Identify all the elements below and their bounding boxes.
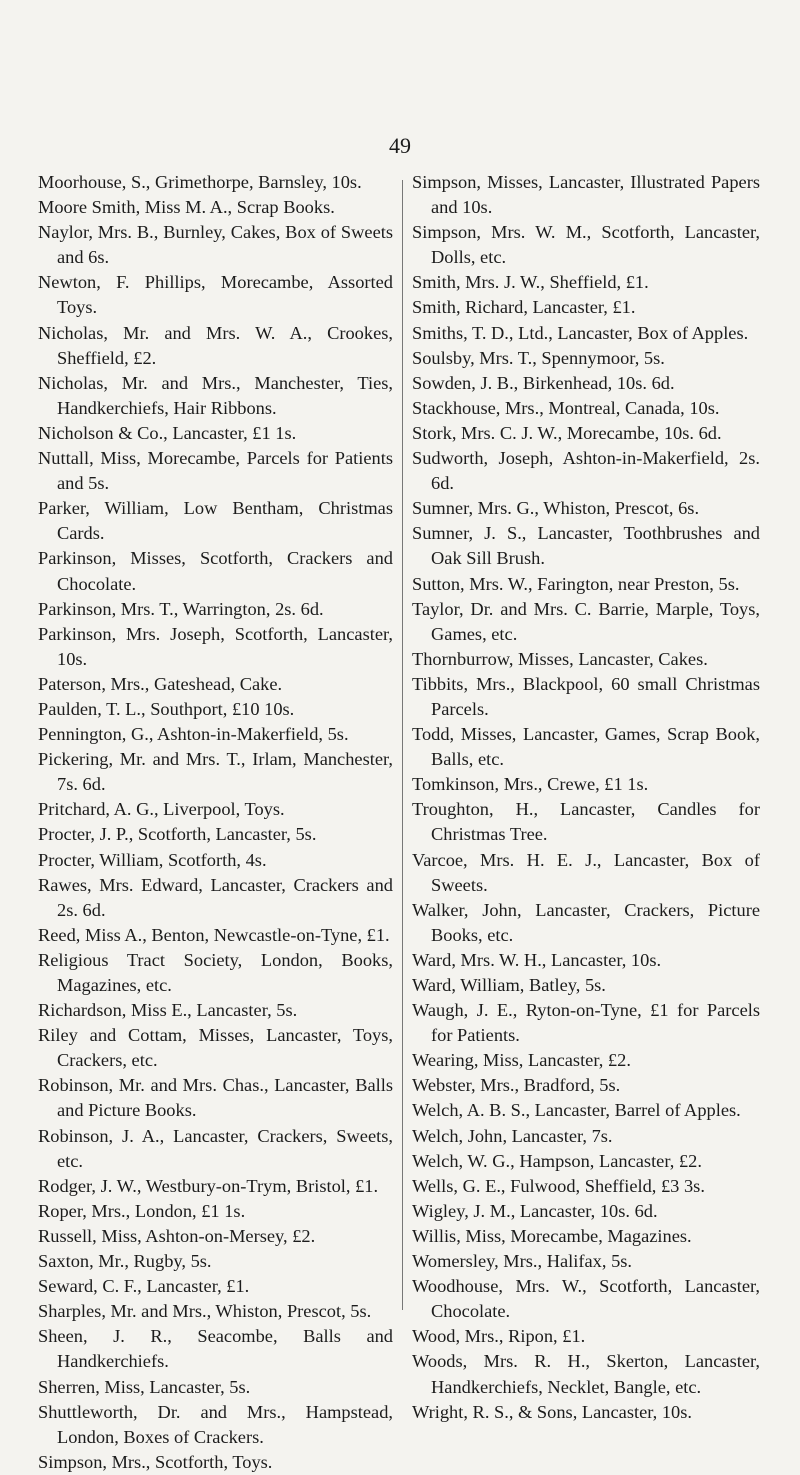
list-item: Troughton, H., Lancaster, Candles for Christmas Tree. bbox=[412, 799, 760, 845]
list-item: Parkinson, Mrs. T., Warrington, 2s. 6d. bbox=[38, 598, 324, 619]
list-item: Sherren, Miss, Lancaster, 5s. bbox=[38, 1376, 251, 1397]
list-item: Roper, Mrs., London, £1 1s. bbox=[38, 1200, 246, 1221]
list-item: Ward, William, Batley, 5s. bbox=[412, 975, 606, 995]
page-number: 49 bbox=[389, 133, 411, 158]
list-item: Wright, R. S., & Sons, Lancaster, 10s. bbox=[412, 1401, 692, 1422]
list-item: Taylor, Dr. and Mrs. C. Barrie, Marple, Toys, Games, etc. bbox=[412, 598, 760, 644]
list-item: Procter, J. P., Scotforth, Lancaster, 5s. bbox=[38, 824, 317, 845]
list-item: Riley and Cottam, Misses, Lancaster, Toys, Crackers, etc. bbox=[38, 1025, 393, 1071]
list-item: Moore Smith, Miss M. A., Scrap Books. bbox=[38, 197, 335, 218]
list-item: Sheen, J. R., Seacombe, Balls and Handkerchiefs. bbox=[38, 1326, 393, 1372]
list-item: Webster, Mrs., Bradford, 5s. bbox=[412, 1075, 621, 1096]
list-item: Tibbits, Mrs., Blackpool, 60 small Christmas Parcels. bbox=[412, 673, 760, 719]
left-column bbox=[38, 170, 393, 1475]
column-divider bbox=[402, 180, 403, 1310]
list-item: Welch, A. B. S., Lancaster, Barrel of Apples. bbox=[412, 1100, 741, 1121]
list-item: Welch, W. G., Hampson, Lancaster, £2. bbox=[412, 1150, 702, 1171]
list-item: Nicholas, Mr. and Mrs. W. A., Crookes, Sheffield, £2. bbox=[38, 322, 393, 368]
right-column bbox=[412, 170, 760, 1425]
list-item: Pennington, G., Ashton-in-Makerfield, 5s. bbox=[38, 724, 349, 745]
list-item: Simpson, Mrs., Scotforth, Toys. bbox=[38, 1451, 273, 1472]
list-item: Walker, John, Lancaster, Crackers, Picture Books, etc. bbox=[412, 899, 760, 945]
list-item: Stackhouse, Mrs., Montreal, Canada, 10s. bbox=[412, 397, 720, 418]
list-item: Sumner, J. S., Lancaster, Toothbrushes and Oak Sill Brush. bbox=[412, 523, 760, 569]
list-item: Waugh, J. E., Ryton-on-Tyne, £1 for Parcels for Patients. bbox=[412, 1000, 760, 1046]
list-item: Naylor, Mrs. B., Burnley, Cakes, Box of Sweets and 6s. bbox=[38, 222, 393, 268]
list-item: Soulsby, Mrs. T., Spennymoor, 5s. bbox=[412, 347, 665, 368]
list-item: Parkinson, Misses, Scotforth, Crackers and Chocolate. bbox=[38, 548, 393, 594]
list-item: Religious Tract Society, London, Books, Magazines, etc. bbox=[38, 949, 393, 995]
list-item: Wigley, J. M., Lancaster, 10s. 6d. bbox=[412, 1200, 658, 1221]
list-item: Parkinson, Mrs. Joseph, Scotforth, Lancaster, 10s. bbox=[38, 623, 393, 669]
list-item: Welch, John, Lancaster, 7s. bbox=[412, 1125, 613, 1146]
list-item: Sudworth, Joseph, Ashton-in-Makerfield, 2s. 6d. bbox=[412, 448, 760, 494]
list-item: Rawes, Mrs. Edward, Lancaster, Crackers and 2s. 6d. bbox=[38, 874, 393, 920]
list-item: Nuttall, Miss, Morecambe, Parcels for Patients and 5s. bbox=[38, 448, 393, 494]
list-item: Robinson, J. A., Lancaster, Crackers, Sweets, etc. bbox=[38, 1125, 393, 1171]
list-item: Robinson, Mr. and Mrs. Chas., Lancaster, Balls and Picture Books. bbox=[38, 1075, 393, 1121]
list-item: Smith, Richard, Lancaster, £1. bbox=[412, 297, 636, 318]
list-item: Saxton, Mr., Rugby, 5s. bbox=[38, 1251, 212, 1272]
list-item: Parker, William, Low Bentham, Christmas Cards. bbox=[38, 498, 393, 544]
list-item: Paterson, Mrs., Gateshead, Cake. bbox=[38, 673, 283, 694]
list-item: Sowden, J. B., Birkenhead, 10s. 6d. bbox=[412, 372, 675, 393]
list-item: Reed, Miss A., Benton, Newcastle-on-Tyne, £1. bbox=[38, 924, 390, 945]
list-item: Nicholas, Mr. and Mrs., Manchester, Ties, Handkerchiefs, Hair Ribbons. bbox=[38, 372, 393, 418]
list-item: Todd, Misses, Lancaster, Games, Scrap Book, Balls, etc. bbox=[412, 724, 760, 770]
list-item: Womersley, Mrs., Halifax, 5s. bbox=[412, 1251, 633, 1272]
list-item: Smiths, T. D., Ltd., Lancaster, Box of Apples. bbox=[412, 322, 749, 343]
list-item: Pritchard, A. G., Liverpool, Toys. bbox=[38, 799, 285, 820]
list-item: Wearing, Miss, Lancaster, £2. bbox=[412, 1050, 631, 1071]
list-item: Tomkinson, Mrs., Crewe, £1 1s. bbox=[412, 774, 649, 795]
list-item: Woods, Mrs. R. H., Skerton, Lancaster, Handkerchiefs, Necklet, Bangle, etc. bbox=[412, 1351, 760, 1397]
list-item: Richardson, Miss E., Lancaster, 5s. bbox=[38, 1000, 298, 1021]
list-item: Varcoe, Mrs. H. E. J., Lancaster, Box of Sweets. bbox=[412, 849, 760, 895]
list-item: Thornburrow, Misses, Lancaster, Cakes. bbox=[412, 648, 708, 669]
list-item: Russell, Miss, Ashton-on-Mersey, £2. bbox=[38, 1225, 316, 1246]
list-item: Sumner, Mrs. G., Whiston, Prescot, 6s. bbox=[412, 498, 700, 519]
list-item: Simpson, Mrs. W. M., Scotforth, Lancaster, Dolls, etc. bbox=[412, 222, 760, 268]
list-item: Stork, Mrs. C. J. W., Morecambe, 10s. 6d. bbox=[412, 422, 722, 443]
list-item: Sharples, Mr. and Mrs., Whiston, Prescot, 5s. bbox=[38, 1301, 372, 1322]
list-item: Sutton, Mrs. W., Farington, near Preston, 5s. bbox=[412, 573, 740, 594]
list-item: Nicholson & Co., Lancaster, £1 1s. bbox=[38, 422, 297, 443]
list-item: Pickering, Mr. and Mrs. T., Irlam, Manchester, 7s. 6d. bbox=[38, 749, 393, 795]
list-item: Rodger, J. W., Westbury-on-Trym, Bristol, £1. bbox=[38, 1175, 379, 1196]
list-item: Newton, F. Phillips, Morecambe, Assorted Toys. bbox=[38, 272, 393, 318]
list-item: Woodhouse, Mrs. W., Scotforth, Lancaster, Chocolate. bbox=[412, 1276, 760, 1322]
list-item: Wells, G. E., Fulwood, Sheffield, £3 3s. bbox=[412, 1175, 705, 1196]
list-item: Procter, William, Scotforth, 4s. bbox=[38, 849, 267, 870]
list-item: Simpson, Misses, Lancaster, Illustrated Papers and 10s. bbox=[412, 172, 760, 218]
list-item: Shuttleworth, Dr. and Mrs., Hampstead, London, Boxes of Crackers. bbox=[38, 1401, 393, 1447]
list-item: Moorhouse, S., Grimethorpe, Barnsley, 10s. bbox=[38, 172, 362, 192]
list-item: Smith, Mrs. J. W., Sheffield, £1. bbox=[412, 272, 649, 293]
list-item: Willis, Miss, Morecambe, Magazines. bbox=[412, 1225, 692, 1246]
list-item: Ward, Mrs. W. H., Lancaster, 10s. bbox=[412, 949, 662, 970]
list-item: Seward, C. F., Lancaster, £1. bbox=[38, 1276, 250, 1297]
list-item: Paulden, T. L., Southport, £10 10s. bbox=[38, 698, 295, 719]
list-item: Wood, Mrs., Ripon, £1. bbox=[412, 1326, 586, 1347]
